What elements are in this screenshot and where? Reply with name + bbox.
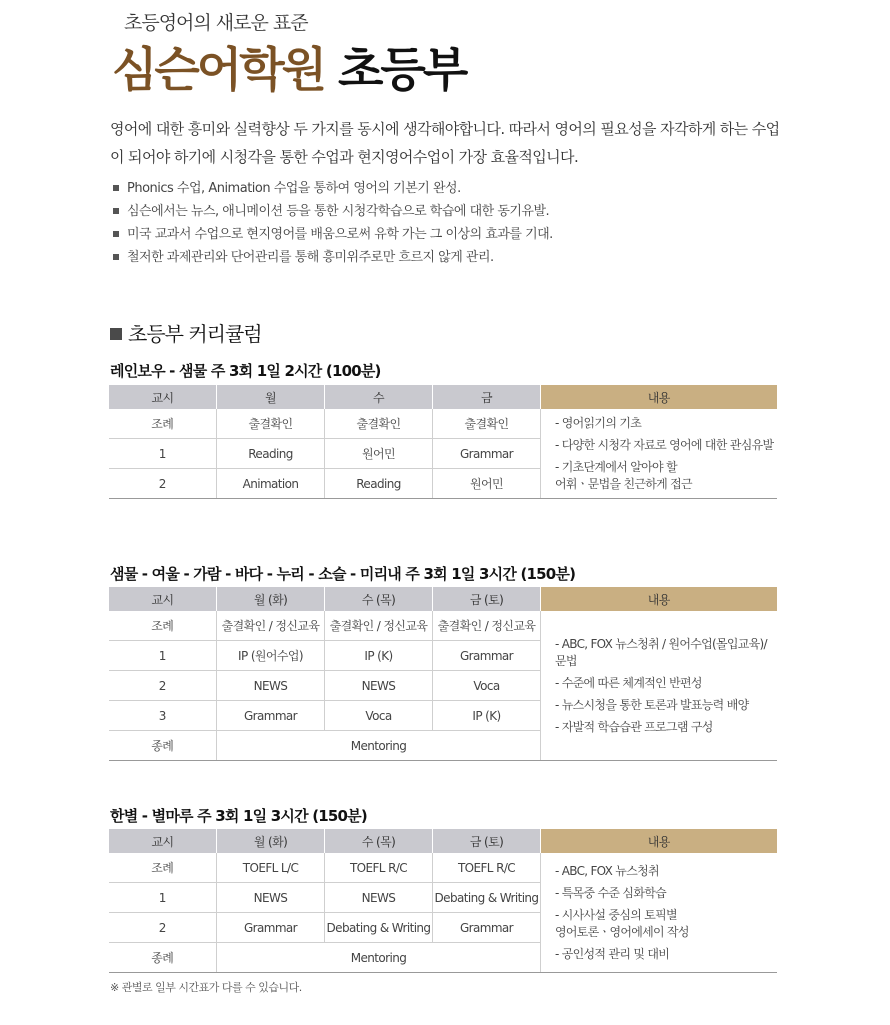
column-header: 월 (화) — [217, 587, 325, 611]
timetable-saemmul — [108, 587, 777, 761]
content-item: - 다양한 시청각 자료로 영어에 대한 관심유발 — [555, 437, 774, 452]
feature-item — [113, 246, 553, 269]
period-cell: 조례 — [109, 853, 217, 883]
section-title-hanbyeol: 한별 - 별마루 주 3회 1일 3시간 (150분) — [110, 807, 367, 825]
content-item: - ABC, FOX 뉴스청취 — [555, 863, 659, 878]
feature-text: Phonics 수업, Animation 수업을 통하여 영어의 기본기 완성. — [127, 181, 461, 196]
column-header: 금 — [433, 385, 541, 409]
feature-item — [113, 200, 553, 223]
content-item: - 공인성적 관리 및 대비 — [555, 946, 670, 961]
table-cell: NEWS — [325, 671, 433, 701]
brand-name: 심슨어학원 — [112, 43, 325, 98]
table-header-row — [109, 829, 777, 853]
table-cell: Grammar — [433, 641, 541, 671]
feature-text: 철저한 과제관리와 단어관리를 통해 흥미위주로만 흐르지 않게 관리. — [127, 250, 494, 265]
table-cell: IP (K) — [325, 641, 433, 671]
table-cell: Reading — [325, 469, 433, 499]
table-header-row — [109, 385, 777, 409]
table-row — [109, 853, 777, 883]
table-cell: Grammar — [217, 913, 325, 943]
content-item: - 자발적 학습습관 프로그램 구성 — [555, 719, 713, 734]
feature-text: 심슨에서는 뉴스, 애니메이션 등을 통한 시청각학습으로 학습에 대한 동기유발. — [127, 204, 550, 219]
period-cell: 2 — [109, 671, 217, 701]
table-cell: Mentoring — [217, 943, 541, 973]
column-header: 교시 — [109, 829, 217, 853]
table-cell: 원어민 — [433, 469, 541, 499]
content-item: - 특목중 수준 심화학습 — [555, 885, 667, 900]
table-cell: 출결확인 — [217, 409, 325, 439]
footnote: ※ 관별로 일부 시간표가 다를 수 있습니다. — [110, 981, 302, 994]
table-cell: 출결확인 / 정신교육 — [433, 611, 541, 641]
table-cell: NEWS — [325, 883, 433, 913]
table-cell: 원어민 — [325, 439, 433, 469]
section-title-saemmul: 샘물 - 여울 - 가람 - 바다 - 누리 - 소슬 - 미리내 주 3회 1일 3시간 (150분) — [110, 565, 576, 583]
table-row — [109, 409, 777, 439]
content-item: - 뉴스시청을 통한 토론과 발표능력 배양 — [555, 697, 749, 712]
column-header: 수 (목) — [325, 587, 433, 611]
table-cell: Voca — [433, 671, 541, 701]
content-cell — [541, 409, 777, 499]
square-bullet-icon — [110, 328, 122, 340]
period-cell: 3 — [109, 701, 217, 731]
square-bullet-icon — [113, 208, 119, 214]
period-cell: 조례 — [109, 611, 217, 641]
feature-item — [113, 223, 553, 246]
square-bullet-icon — [113, 254, 119, 260]
table-cell: Animation — [217, 469, 325, 499]
column-header: 수 (목) — [325, 829, 433, 853]
column-header: 교시 — [109, 587, 217, 611]
table-cell: Reading — [217, 439, 325, 469]
column-header: 내용 — [541, 385, 777, 409]
feature-item — [113, 177, 553, 200]
content-cell — [541, 611, 777, 761]
subtitle: 초등영어의 새로운 표준 — [124, 12, 308, 34]
intro-text: 영어에 대한 흥미와 실력향상 두 가지를 동시에 생각해야합니다. 따라서 영어의 필요성을 자각하게 하는 수업이 되어야 하기에 시청각을 통한 수업과 현지영어수업이 가장 효율적입니다. — [110, 120, 780, 166]
column-header: 교시 — [109, 385, 217, 409]
section-title-rainbow: 레인보우 - 샘물 주 3회 1일 2시간 (100분) — [110, 362, 381, 380]
period-cell: 2 — [109, 469, 217, 499]
square-bullet-icon — [113, 231, 119, 237]
table-cell: 출결확인 — [325, 409, 433, 439]
column-header: 내용 — [541, 829, 777, 853]
timetable-hanbyeol — [108, 829, 777, 973]
period-cell: 종례 — [109, 731, 217, 761]
table-cell: IP (K) — [433, 701, 541, 731]
table-cell: 출결확인 — [433, 409, 541, 439]
curriculum-heading — [110, 318, 262, 347]
table-cell: Voca — [325, 701, 433, 731]
content-cell — [541, 853, 777, 973]
timetable-rainbow — [108, 385, 777, 499]
table-cell: NEWS — [217, 671, 325, 701]
table-cell: Debating & Writing — [325, 913, 433, 943]
table-cell: 출결확인 / 정신교육 — [325, 611, 433, 641]
table-cell: Mentoring — [217, 731, 541, 761]
content-item: - 수준에 따른 체계적인 반편성 — [555, 675, 702, 690]
table-cell: TOEFL R/C — [325, 853, 433, 883]
column-header: 월 — [217, 385, 325, 409]
feature-text: 미국 교과서 수업으로 현지영어를 배움으로써 유학 가는 그 이상의 효과를 기대. — [127, 227, 553, 242]
table-cell: NEWS — [217, 883, 325, 913]
period-cell: 1 — [109, 641, 217, 671]
period-cell: 1 — [109, 439, 217, 469]
table-header-row — [109, 587, 777, 611]
table-cell: Grammar — [433, 913, 541, 943]
column-header: 내용 — [541, 587, 777, 611]
feature-list — [113, 177, 553, 269]
column-header: 월 (화) — [217, 829, 325, 853]
table-cell: Debating & Writing — [433, 883, 541, 913]
content-item: - ABC, FOX 뉴스청취 / 원어수업(몰입교육)/문법 — [555, 636, 767, 668]
period-cell: 1 — [109, 883, 217, 913]
table-cell: TOEFL L/C — [217, 853, 325, 883]
page-title — [112, 33, 465, 100]
square-bullet-icon — [113, 185, 119, 191]
content-item: - 영어읽기의 기초 — [555, 415, 642, 430]
curriculum-heading-text: 초등부 커리큘럼 — [128, 322, 262, 346]
table-row — [109, 611, 777, 641]
table-cell: TOEFL R/C — [433, 853, 541, 883]
period-cell: 2 — [109, 913, 217, 943]
period-cell: 조례 — [109, 409, 217, 439]
column-header: 금 (토) — [433, 587, 541, 611]
column-header: 금 (토) — [433, 829, 541, 853]
table-cell: Grammar — [433, 439, 541, 469]
content-item: - 시사사설 중심의 토픽별 영어토론ㆍ영어에세이 작성 — [555, 907, 689, 939]
content-item: - 기초단계에서 알아야 할 어휘ㆍ문법을 친근하게 접근 — [555, 459, 692, 491]
department-name: 초등부 — [338, 43, 466, 98]
period-cell: 종례 — [109, 943, 217, 973]
table-cell: 출결확인 / 정신교육 — [217, 611, 325, 641]
table-cell: IP (원어수업) — [217, 641, 325, 671]
table-cell: Grammar — [217, 701, 325, 731]
column-header: 수 — [325, 385, 433, 409]
